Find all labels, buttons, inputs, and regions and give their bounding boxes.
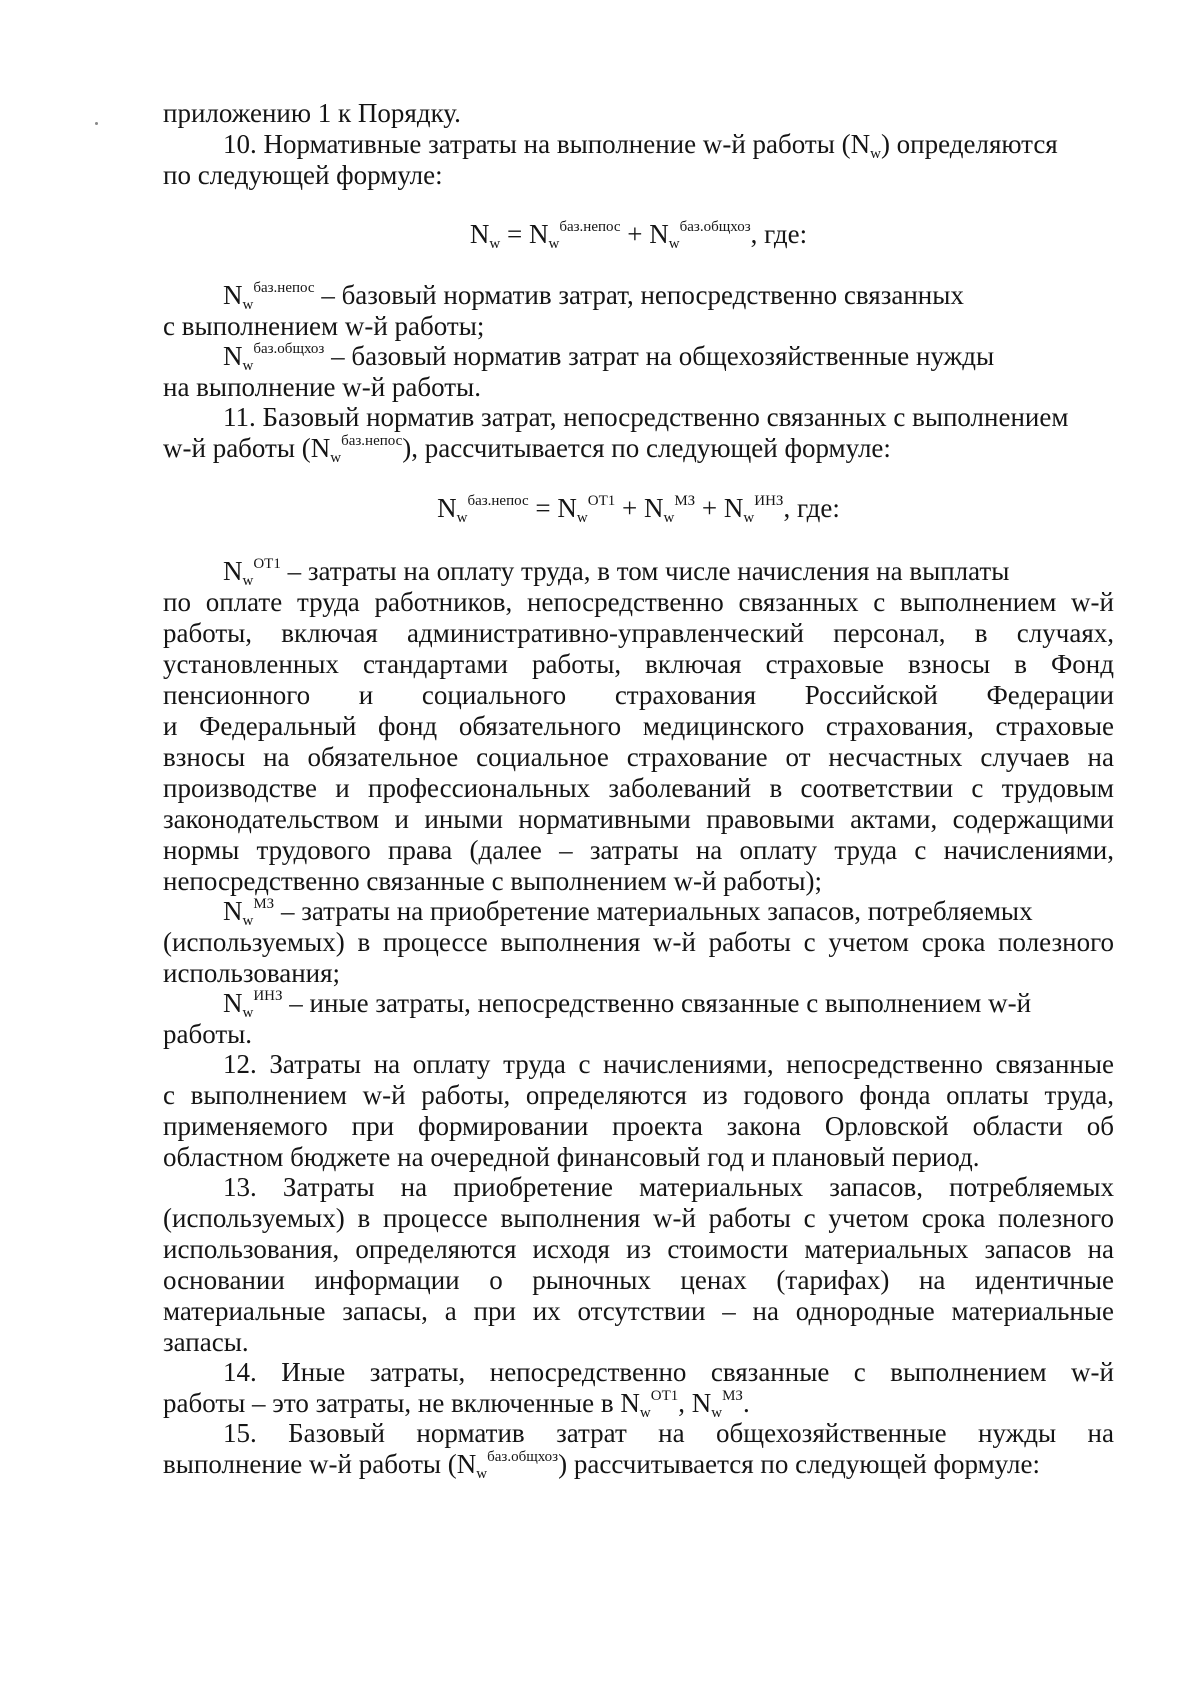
definition-2-line-1: $N_w^{баз.общхоз}$ – базовый норматив затрат на общехозяйственные нужды — [223, 341, 995, 374]
definition-ot1-line-4: установленных стандартами работы, включая страховые взносы в Фонд — [163, 649, 1114, 679]
definition-mz-line-2: (используемых) в процессе выполнения w-й работы с учетом срока полезного — [163, 927, 1114, 957]
paragraph-10-line-1: 10. Нормативные затраты на выполнение w-й работы $(N_w)$ определяются — [223, 129, 1058, 162]
paragraph-14-line-2: работы – это затраты, не включенные в $N_w^{ОТ1}$, $N_w^{МЗ}$. — [163, 1388, 750, 1421]
definition-ot1-line-6: и Федеральный фонд обязательного медицинского страхования, страховые — [163, 711, 1114, 741]
definition-ot1-line-11: непосредственно связанные с выполнением w-й работы); — [163, 866, 822, 896]
paragraph-13-line-6: запасы. — [163, 1327, 249, 1357]
paragraph-13-line-2: (используемых) в процессе выполнения w-й работы с учетом срока полезного — [163, 1203, 1114, 1233]
paragraph-14-line-1: 14. Иные затраты, непосредственно связанные с выполнением w-й — [223, 1357, 1114, 1387]
paragraph-11-line-1: 11. Базовый норматив затрат, непосредственно связанных с выполнением — [223, 402, 1069, 432]
definition-ot1-line-2: по оплате труда работников, непосредственно связанных с выполнением w-й — [163, 587, 1114, 617]
definition-mz-line-3: использования; — [163, 958, 341, 988]
definition-ot1-line-8: производстве и профессиональных заболеваний в соответствии с трудовым — [163, 773, 1114, 803]
definition-ot1-line-3: работы, включая административно-управленческий персонал, в случаях, — [163, 618, 1114, 648]
paragraph-13-line-5: материальные запасы, а при их отсутствии – на однородные материальные — [163, 1296, 1114, 1326]
formula-1: $N_w = N_w^{баз.непос} + N_w^{баз.общхоз}$, где: — [469, 219, 808, 252]
text-line: приложению 1 к Порядку. — [163, 98, 461, 128]
definition-ot1-line-10: нормы трудового права (далее – затраты на оплату труда с начислениями, — [163, 835, 1114, 865]
paragraph-12-line-3: применяемого при формировании проекта закона Орловской области об — [163, 1111, 1114, 1141]
definition-1-line-1: $N_w^{баз.непос}$ – базовый норматив затрат, непосредственно связанных — [223, 280, 964, 313]
paragraph-13-line-3: использования, определяются исходя из стоимости материальных запасов на — [163, 1234, 1114, 1264]
definition-ot1-line-7: взносы на обязательное социальное страхование от несчастных случаев на — [163, 742, 1114, 772]
paragraph-10-line-2: по следующей формуле: — [163, 160, 443, 190]
paragraph-11-line-2: w-й работы $(N_w^{баз.непос})$, рассчитывается по следующей формуле: — [163, 433, 891, 466]
paragraph-12-line-1: 12. Затраты на оплату труда с начислениями, непосредственно связанные — [223, 1049, 1114, 1079]
definition-ot1-line-1: $N_w^{ОТ1}$ – затраты на оплату труда, в том числе начисления на выплаты — [223, 556, 1010, 589]
formula-2: $N_w^{баз.непос} = N_w^{ОТ1} + N_w^{МЗ} + N_w^{ИНЗ}$, где: — [437, 493, 840, 526]
definition-2-line-2: на выполнение w-й работы. — [163, 372, 481, 402]
paragraph-15-line-1: 15. Базовый норматив затрат на общехозяйственные нужды на — [223, 1418, 1114, 1448]
paragraph-15-line-2: выполнение w-й работы $(N_w^{баз.общхоз})$ рассчитывается по следующей формуле: — [163, 1449, 1040, 1482]
definition-inz-line-2: работы. — [163, 1019, 253, 1049]
paragraph-13-line-1: 13. Затраты на приобретение материальных запасов, потребляемых — [223, 1172, 1114, 1202]
scan-speck — [95, 122, 98, 125]
paragraph-12-line-4: областном бюджете на очередной финансовый год и плановый период. — [163, 1142, 980, 1172]
paragraph-12-line-2: с выполнением w-й работы, определяются из годового фонда оплаты труда, — [163, 1080, 1114, 1110]
definition-mz-line-1: $N_w^{МЗ}$ – затраты на приобретение материальных запасов, потребляемых — [223, 896, 1033, 929]
definition-ot1-line-9: законодательством и иными нормативными правовыми актами, содержащими — [163, 804, 1114, 834]
paragraph-13-line-4: основании информации о рыночных ценах (тарифах) на идентичные — [163, 1265, 1114, 1295]
definition-1-line-2: с выполнением w-й работы; — [163, 311, 485, 341]
definition-inz-line-1: $N_w^{ИНЗ}$ – иные затраты, непосредственно связанные с выполнением w-й — [223, 988, 1032, 1021]
definition-ot1-line-5: пенсионного и социального страхования Российской Федерации — [163, 680, 1114, 710]
